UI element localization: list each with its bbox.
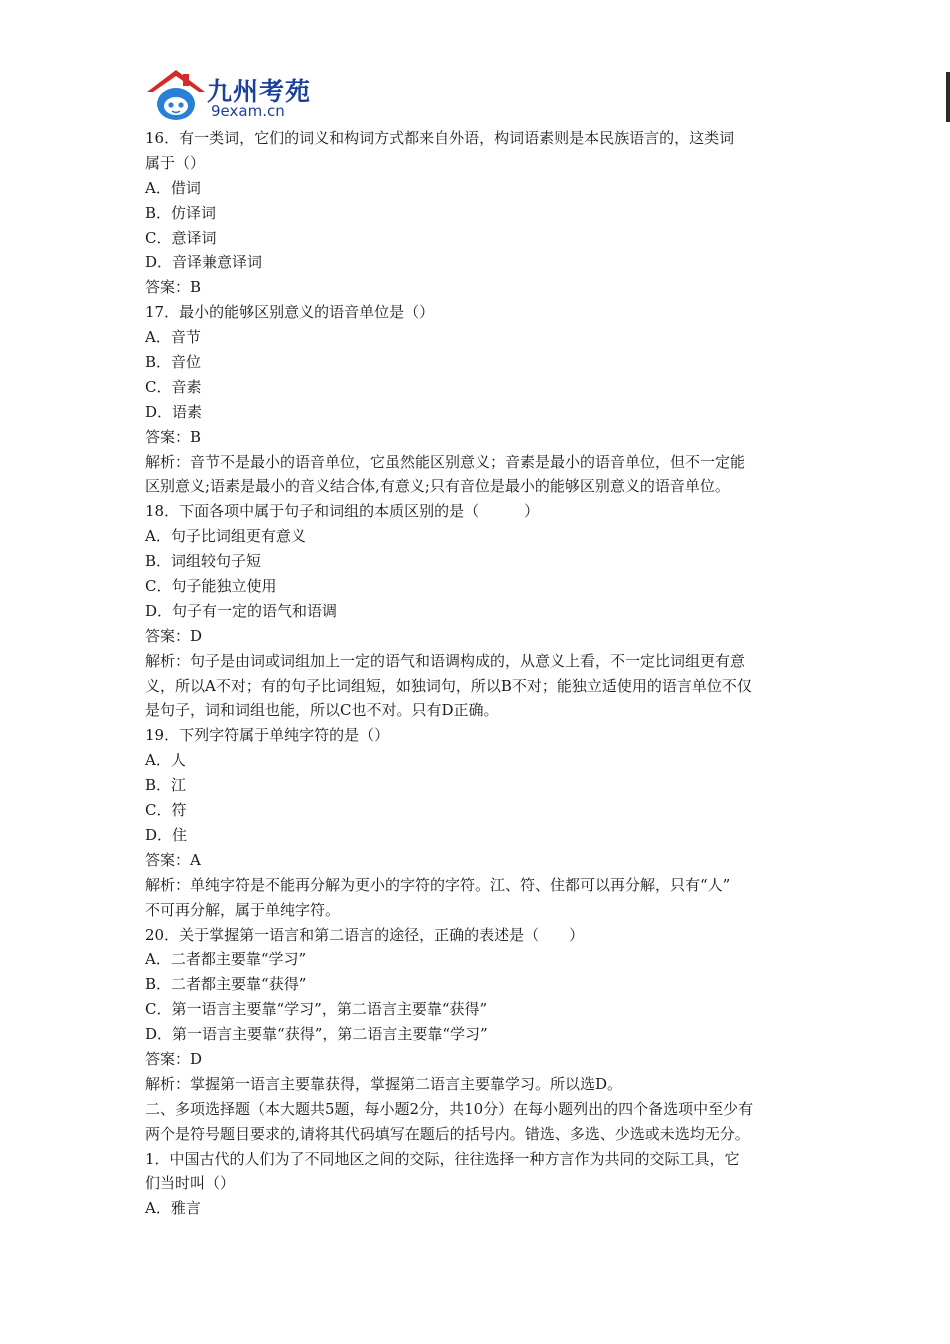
text-line: B．江 bbox=[145, 776, 187, 795]
text-line: 不可再分解，属于单纯字符。 bbox=[145, 900, 341, 919]
text-line: A．二者都主要靠“学习” bbox=[145, 950, 307, 969]
text-line: 16．有一类词，它们的词义和构词方式都来自外语，构词语素则是本民族语言的，这类词 bbox=[145, 129, 735, 147]
text-line: 解析：音节不是最小的语音单位，它虽然能区别意义；音素是最小的语音单位，但不一定能 bbox=[145, 452, 746, 471]
text-line: B．词组较句子短 bbox=[145, 552, 262, 571]
text-line: 18．下面各项中属于句子和词组的本质区别的是（ ） bbox=[145, 502, 540, 521]
page-edge-mark bbox=[946, 72, 950, 122]
text-line: D．住 bbox=[145, 825, 188, 844]
logo-title: 九州考苑 bbox=[207, 77, 312, 106]
text-line: 答案：B bbox=[145, 427, 202, 446]
text-line: D．音译兼意译词 bbox=[145, 253, 263, 272]
text-line: 是句子，词和词组也能，所以C也不对。只有D正确。 bbox=[145, 701, 499, 720]
text-line: 们当时叫（） bbox=[145, 1174, 236, 1193]
text-line: 17．最小的能够区别意义的语音单位是（） bbox=[145, 303, 435, 322]
site-logo bbox=[145, 66, 312, 124]
text-line: 答案：D bbox=[145, 626, 203, 645]
text-line: C．句子能独立使用 bbox=[145, 577, 277, 596]
text-line: D．句子有一定的语气和语调 bbox=[145, 601, 338, 620]
document-body bbox=[145, 126, 813, 1221]
text-line: 答案：B bbox=[145, 278, 202, 297]
text-line: A．借词 bbox=[145, 178, 201, 197]
text-line: C．第一语言主要靠“学习”，第二语言主要靠“获得” bbox=[145, 1000, 488, 1019]
graduation-cap-logo-icon bbox=[145, 66, 207, 124]
logo-url: 9exam.cn bbox=[211, 102, 285, 120]
text-line: 区别意义;语素是最小的音义结合体,有意义;只有音位是最小的能够区别意义的语音单位。 bbox=[145, 477, 730, 496]
text-line: 19．下列字符属于单纯字符的是（） bbox=[145, 726, 390, 745]
text-line: 1．中国古代的人们为了不同地区之间的交际，往往选择一种方言作为共同的交际工具，它 bbox=[145, 1149, 740, 1168]
text-line: 答案：A bbox=[145, 850, 201, 869]
text-line: 解析：句子是由词或词组加上一定的语气和语调构成的，从意义上看，不一定比词组更有意 bbox=[145, 651, 746, 670]
text-line: 20．关于掌握第一语言和第二语言的途径，正确的表述是（ ） bbox=[145, 925, 585, 944]
text-line: 答案：D bbox=[145, 1049, 203, 1068]
text-line: A．雅言 bbox=[145, 1199, 201, 1218]
text-line: C．音素 bbox=[145, 377, 202, 396]
text-line: D．第一语言主要靠“获得”，第二语言主要靠“学习” bbox=[145, 1025, 488, 1044]
text-line: A．音节 bbox=[145, 328, 201, 347]
text-line: 属于（） bbox=[145, 153, 206, 172]
text-line: C．意译词 bbox=[145, 228, 217, 247]
text-line: A．句子比词组更有意义 bbox=[145, 527, 306, 546]
text-line: B．仿译词 bbox=[145, 203, 217, 222]
text-line: 二、多项选择题（本大题共5题，每小题2分，共10分）在每小题列出的四个备选项中至少有 bbox=[145, 1099, 754, 1118]
text-line: D．语素 bbox=[145, 402, 203, 421]
text-line: C．符 bbox=[145, 801, 187, 820]
text-line: B．音位 bbox=[145, 353, 202, 372]
text-line: 义，所以A不对；有的句子比词组短，如独词句，所以B不对；能独立适使用的语言单位不仅 bbox=[145, 676, 752, 695]
text-line: 两个是符号题目要求的,请将其代码填写在题后的括号内。错选、多选、少选或未选均无分。 bbox=[145, 1124, 750, 1143]
text-line: B．二者都主要靠“获得” bbox=[145, 975, 307, 994]
text-line: A．人 bbox=[145, 751, 186, 770]
text-line: 解析：掌握第一语言主要靠获得，掌握第二语言主要靠学习。所以选D。 bbox=[145, 1074, 623, 1093]
text-line: 解析：单纯字符是不能再分解为更小的字符的字符。江、符、住都可以再分解，只有“人” bbox=[145, 875, 731, 894]
